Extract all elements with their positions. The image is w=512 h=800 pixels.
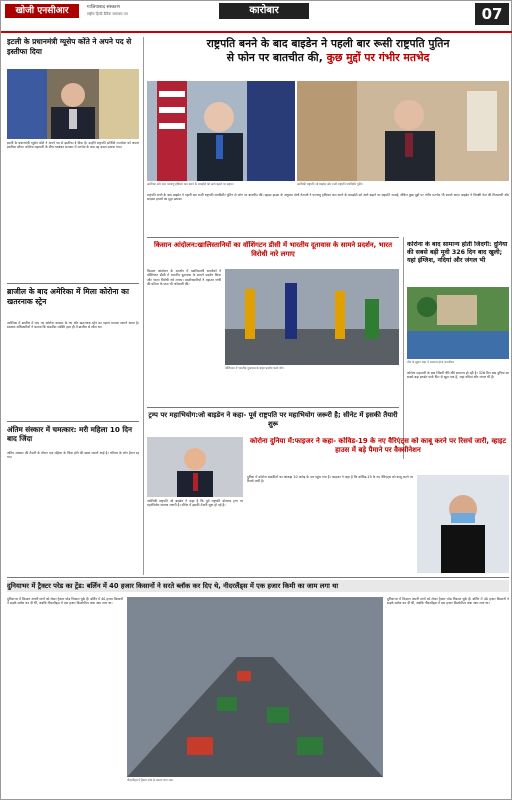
wuhan-photo bbox=[407, 287, 509, 359]
masthead bbox=[1, 1, 512, 33]
wuhan-headline bbox=[407, 241, 509, 285]
column-rule bbox=[403, 237, 404, 459]
netherlands-body: दुनियाभर में किसान अपनी मांगों को लेकर ट्रैक्टर परेड निकाल चुके हैं। बर्लिन में 40 हजार किसानों ने सड़कें ब्लॉक कर दी थीं, जबकि नीदरलैंड्स में एक हजार किलोमीटर लंबा जाम लगा था। bbox=[7, 597, 123, 606]
trump-body: अमेरिकी राष्ट्रपति जो बाइडेन ने कहा है कि पूर्व राष्ट्रपति डोनाल्ड ट्रम्प पर महाभियोग चलाना जरूरी है। सीनेट में इसकी तैयारी शुरू हो गई है। bbox=[147, 499, 243, 508]
antim-body: अंतिम संस्कार की तैयारी के दौरान एक महिला के जिंदा होने की खबर सामने आई है। परिवार के लोग हैरान रह गए। bbox=[7, 451, 139, 460]
pfizer-photo bbox=[417, 475, 509, 573]
wuhan-caption: चीन के वुहान शहर में सामान्य होता जनजीवन bbox=[407, 360, 454, 364]
tagline: राष्ट्रीय हिन्दी दैनिक समाचार पत्र bbox=[87, 12, 128, 16]
kisan-photo bbox=[225, 269, 399, 365]
pfizer-headline-text: कोरोना दुनिया में:फाइजर ने कहा- कोविड-19 के नए वैरिएंट्स को काबू करने पर रिसर्च जारी, व्हाइट हाउस में बड़े पैमाने पर वैक्सीनेशन bbox=[250, 437, 506, 455]
publication-logo: खोजी एनसीआर bbox=[5, 4, 79, 18]
lead-body: राष्ट्रपति बनने के बाद बाइडेन ने पहली बार रूसी राष्ट्रपति व्लादिमीर पुतिन से फोन पर बातचीत की। व्हाइट हाउस के अनुसार दोनों नेताओं ने परमाणु हथियार कम करने के समझौते को आगे बढ़ाने पर सहमति जताई, लेकिन कुछ मुद्दों पर गंभीर मतभेद भी सामने आए। बाइडेन ने विपक्षी नेता की गिरफ्तारी और साइबर हमलों का मुद्दा उठाया। bbox=[147, 193, 509, 202]
lead-headline-line1: राष्ट्रपति बनने के बाद बाइडेन ने पहली बार रूसी राष्ट्रपति पुतिन bbox=[206, 37, 450, 50]
brazil-headline bbox=[7, 287, 139, 317]
page-number: 07 bbox=[475, 3, 509, 25]
wuhan-headline-text: कोरोना के बाद सामान्य होती जिंदगी: दुनिया की सबसे बड़ी मूवी 326 दिन बाद खुली; यहां इंग्लिश, नदियां और जंगल भी bbox=[407, 241, 508, 265]
edition-line: गाजियाबाद संस्करण bbox=[87, 5, 120, 10]
tractor-jam-image bbox=[127, 597, 383, 777]
divider bbox=[7, 577, 509, 578]
conte-portrait-image bbox=[7, 69, 139, 139]
biden-photo bbox=[147, 81, 295, 181]
netherlands-body-right: दुनियाभर में किसान अपनी मांगों को लेकर ट्रैक्टर परेड निकाल चुके हैं। बर्लिन में 40 हजार किसानों ने सड़कें ब्लॉक कर दी थीं, जबकि नीदरलैंड्स में एक हजार किलोमीटर लंबा जाम लगा था। bbox=[387, 597, 509, 606]
kisan-body: किसान आंदोलन के समर्थन में खालिस्तानी समर्थकों ने वॉशिंगटन डीसी में भारतीय दूतावास के सामने प्रदर्शन किया और भारत विरोधी नारे लगाए। प्रदर्शनकारियों ने महात्मा गांधी की प्रतिमा के पास भी नारेबाजी की। bbox=[147, 269, 221, 287]
lead-caption-left: अमेरिका और रूस परमाणु हथियार कम करने के समझौते को आगे बढ़ाने पर सहमत bbox=[147, 182, 234, 186]
italy-headline-text: इटली के प्रधानमंत्री ग्यूसेप कोंते ने अपने पद से इस्तीफा दिया bbox=[7, 37, 132, 56]
divider bbox=[147, 237, 399, 238]
kisan-headline-text: किसान आंदोलन:खालिस्तानियों का वॉशिंगटन डीसी में भारतीय दूतावास के सामने प्रदर्शन, भारत विरोधी नारे लगाए bbox=[153, 241, 393, 258]
divider bbox=[7, 283, 139, 284]
divider bbox=[147, 407, 399, 408]
lead-headline-line2 bbox=[147, 51, 509, 65]
lead-caption-right: अमेरिकी राष्ट्रपति जो बाइडेन और रूसी राष्ट्रपति व्लादिमीर पुतिन bbox=[297, 182, 363, 186]
wuhan-park-image bbox=[407, 287, 509, 359]
putin-photo bbox=[297, 81, 509, 181]
italy-headline bbox=[7, 37, 139, 67]
protest-image bbox=[225, 269, 399, 365]
divider bbox=[7, 421, 139, 422]
netherlands-photo bbox=[127, 597, 383, 777]
brazil-body: अमेरिका में ब्राजील में पाए गए कोरोना वायरस के नए और खतरनाक स्ट्रेन का पहला मामला सामने आया है। स्वास्थ्य अधिकारियों ने बताया कि संक्रमित व्यक्ति हाल ही में ब्राजील से लौटा था। bbox=[7, 321, 139, 330]
italy-body: इटली के प्रधानमंत्री ग्यूसेप कोंते ने अपने पद से इस्तीफा दे दिया है। उन्होंने राष्ट्रपति सर्जियो मत्तारेला को अपना इस्तीफा सौंपा। कोरोना महामारी के बीच गठबंधन सरकार में मतभेद के बाद यह कदम उठाया गया। bbox=[7, 141, 139, 150]
pfizer-headline bbox=[247, 437, 509, 473]
netherlands-headline: दुनियाभर में ट्रैक्टर परेड का ट्रेंड: बर्लिन में 40 हजार किसानों ने सरते ब्लॉक कर दिए थे, नीदरलैंड्स में एक हजार किमी का जाम लगा था bbox=[7, 582, 339, 590]
netherlands-caption: नीदरलैंड्स में ट्रैक्टर परेड के कारण लगा जाम bbox=[127, 778, 174, 782]
column-rule bbox=[143, 37, 144, 575]
trump-headline-text: ट्रम्प पर महाभियोग:जो बाइडेन ने कहा- पूर्व राष्ट्रपति पर महाभियोग जरूरी है; सीनेट में इसकी तैयारी शुरू bbox=[148, 411, 398, 428]
vaccination-image bbox=[417, 475, 509, 573]
putin-image bbox=[297, 81, 509, 181]
trump-photo bbox=[147, 437, 243, 497]
italy-photo bbox=[7, 69, 139, 139]
lead-headline-part-a: से फोन पर बातचीत की, bbox=[226, 51, 327, 64]
wuhan-body: कोरोना महामारी के बाद जिंदगी धीरे-धीरे सामान्य हो रही है। 326 दिन बाद दुनिया का सबसे बड़ा इनडोर पार्क फिर से खुल गया है, जहां नदियां और जंगल भी हैं। bbox=[407, 371, 509, 380]
kisan-caption: वॉशिंगटन में भारतीय दूतावास के बाहर प्रदर्शन करते लोग bbox=[225, 366, 284, 370]
lead-headline bbox=[147, 37, 509, 77]
trump-image bbox=[147, 437, 243, 497]
trump-headline bbox=[147, 411, 399, 435]
brazil-headline-text: ब्राजील के बाद अमेरिका में मिला कोरोना का खतरनाक स्ट्रेन bbox=[7, 287, 129, 306]
section-title: कारोबार bbox=[219, 3, 309, 19]
kisan-headline bbox=[147, 241, 399, 265]
pfizer-body: दुनिया में कोरोना संक्रमितों का आंकड़ा 10 करोड़ के पार पहुंच गया है। फाइजर ने कहा है कि कोविड-19 के नए वैरिएंट्स को काबू करने पर रिसर्च जारी है। bbox=[247, 475, 413, 484]
lead-headline-part-b: कुछ मुद्दों पर गंभीर मतभेद bbox=[326, 51, 430, 64]
antim-headline-text: अंतिम संस्कार में चमत्कार: मरी महिला 10 दिन बाद जिंदा bbox=[7, 425, 133, 444]
biden-image bbox=[147, 81, 295, 181]
antim-headline bbox=[7, 425, 139, 449]
netherlands-headline-band bbox=[7, 580, 509, 592]
